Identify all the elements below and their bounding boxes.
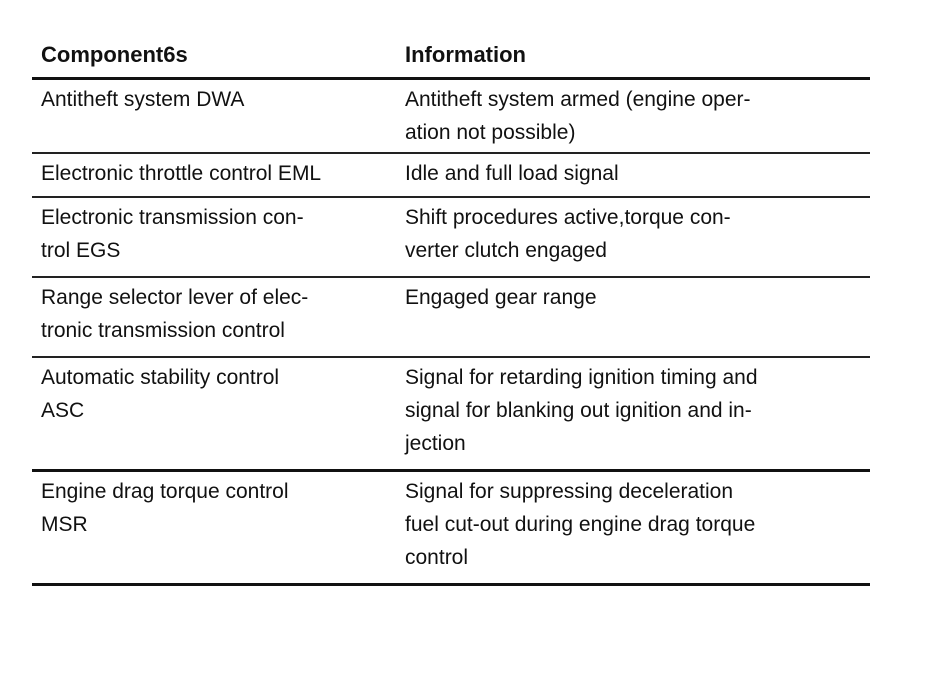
table-row xyxy=(32,80,870,154)
component-cell: Range selector lever of elec- tronic transmission control xyxy=(41,286,309,342)
table-row xyxy=(32,472,870,586)
component-cell: Electronic throttle control EML xyxy=(41,162,322,185)
information-cell: Shift procedures active,torque con- verter clutch engaged xyxy=(405,206,731,262)
component-cell: Automatic stability control ASC xyxy=(41,366,280,422)
table-row xyxy=(32,154,870,198)
information-cell: Antitheft system armed (engine oper- ation not possible) xyxy=(405,88,751,144)
table-row xyxy=(32,278,870,358)
information-cell: Idle and full load signal xyxy=(405,162,619,185)
component-cell: Antitheft system DWA xyxy=(41,88,245,111)
table-row xyxy=(32,358,870,472)
table-row xyxy=(32,198,870,278)
component-cell: Electronic transmission con- trol EGS xyxy=(41,206,304,262)
information-cell: Signal for suppressing deceleration fuel cut-out during engine drag torque control xyxy=(405,480,756,569)
components-table xyxy=(32,38,870,586)
header-information: Information xyxy=(405,42,526,67)
table-header xyxy=(32,38,870,80)
component-cell: Engine drag torque control MSR xyxy=(41,480,289,536)
information-cell: Engaged gear range xyxy=(405,286,597,309)
header-component: Component6s xyxy=(41,42,188,67)
information-cell: Signal for retarding ignition timing and signal for blanking out ignition and in- jection xyxy=(405,366,758,455)
